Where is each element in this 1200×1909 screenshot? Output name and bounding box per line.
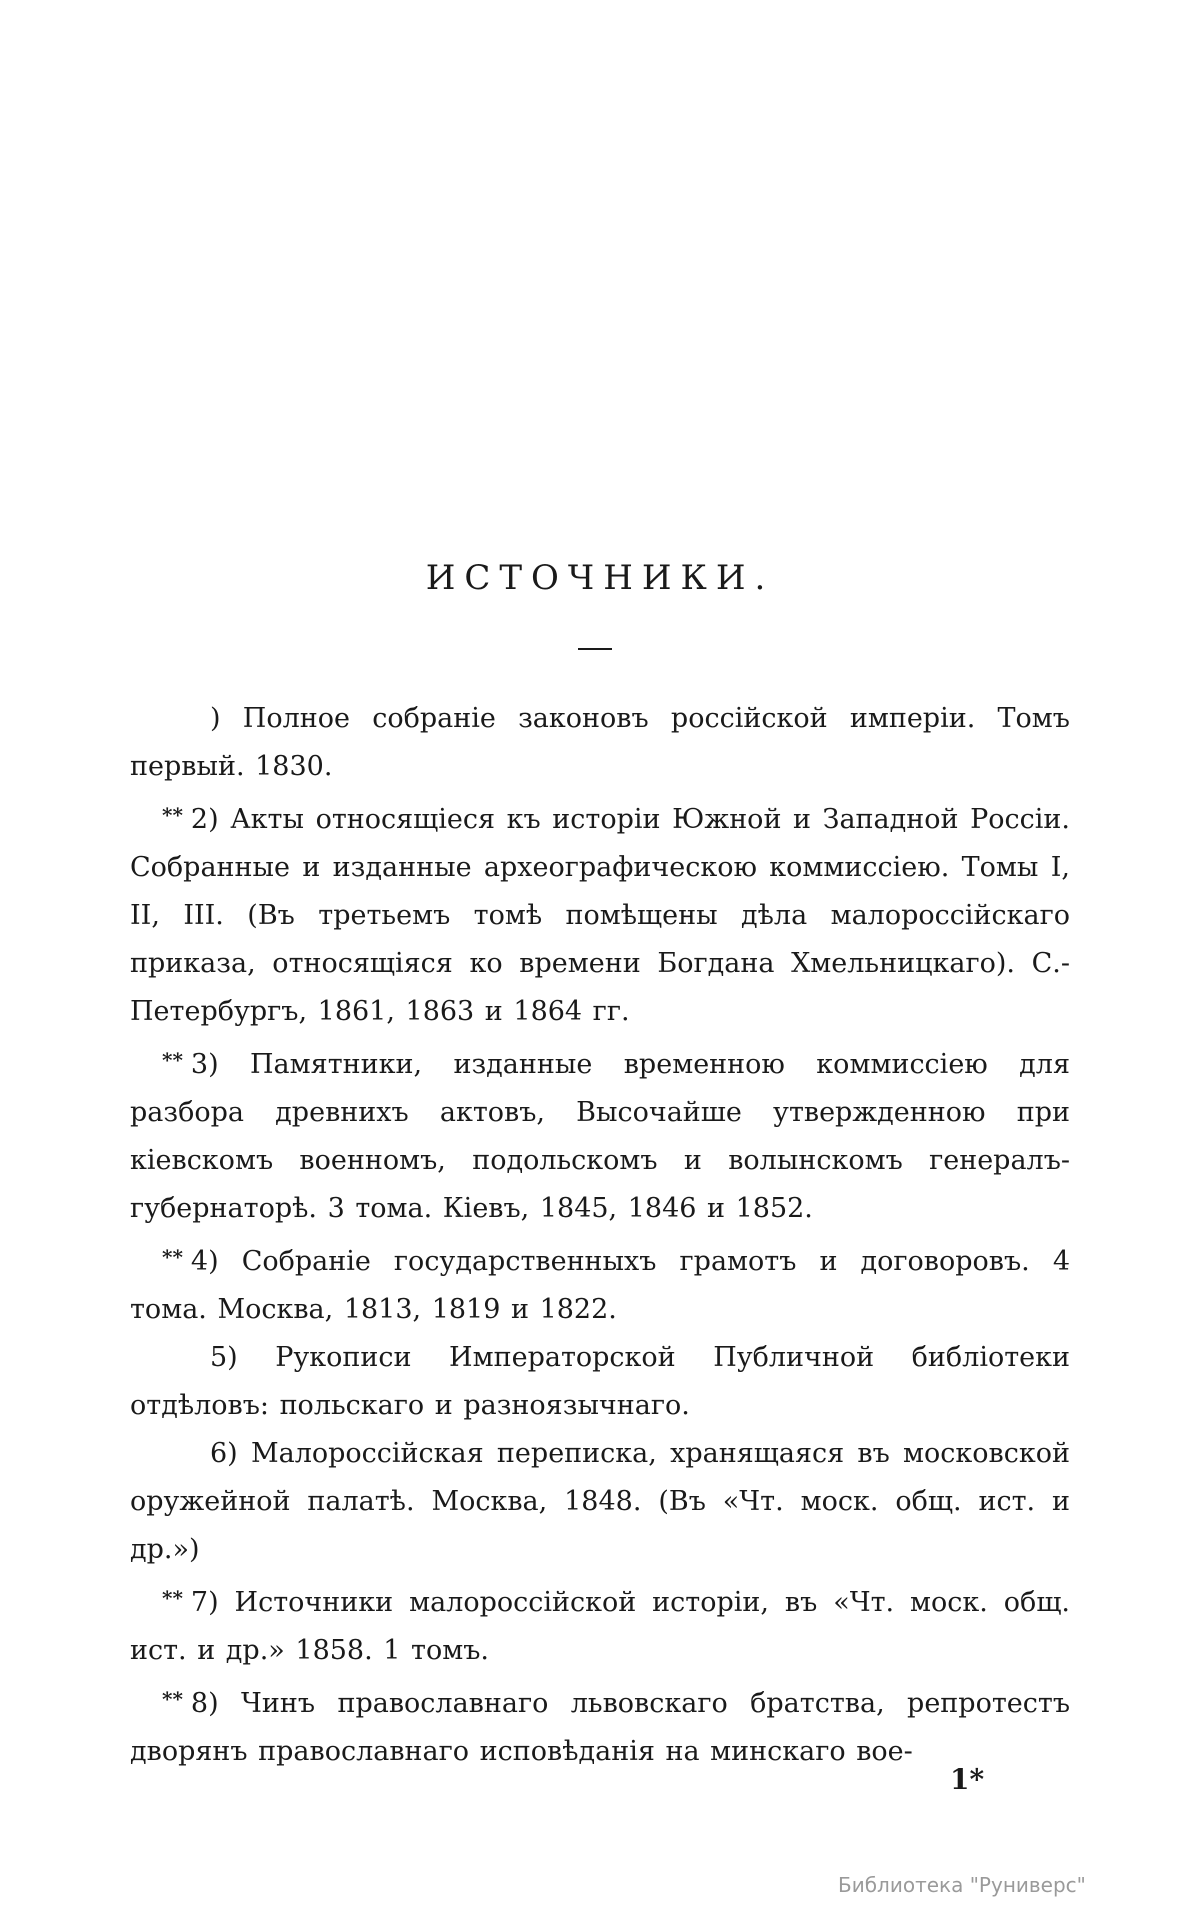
sources-list [130, 695, 1070, 1776]
library-watermark: Библиотека "Руниверс" [838, 1873, 1086, 1897]
source-entry-6 [130, 1430, 1070, 1574]
entry-text: 2) Акты относящіеся къ исторіи Южной и Западной Россіи. Собранные и изданные археографическою коммиссіею. Томы I, II, III. (Въ третьемъ томѣ помѣщены дѣла малороссійскаго приказа, относящіяся ко времени Богдана Хмельницкаго). С.-Петербургъ, 1861, 1863 и 1864 гг. [130, 804, 1070, 1027]
source-entry-8 [130, 1675, 1070, 1776]
entry-text: 5) Рукописи Императорской Публичной библіотеки отдѣловъ: польскаго и разноязычнаго. [130, 1342, 1070, 1421]
entry-mark: ** [162, 1586, 183, 1610]
entry-mark: ** [162, 1245, 183, 1269]
entry-text: 7) Источники малороссійской исторіи, въ «Чт. моск. общ. ист. и др.» 1858. 1 томъ. [130, 1587, 1070, 1666]
entry-mark: ** [162, 1048, 183, 1072]
entry-text: 3) Памятники, изданные временною коммиссіею для разбора древнихъ актовъ, Высочайше утвержденною при кіевскомъ военномъ, подольскомъ и волынскомъ генералъ-губернаторѣ. 3 тома. Кіевъ, 1845, 1846 и 1852. [130, 1049, 1070, 1224]
entry-text: 6) Малороссійская переписка, хранящаяся въ московской оружейной палатѣ. Москва, 1848. (Въ «Чт. моск. общ. ист. и др.») [130, 1438, 1070, 1565]
title-divider [578, 648, 612, 650]
entry-text: 8) Чинъ православнаго львовскаго братства, репротестъ дворянъ православнаго исповѣданія на минскаго вое- [130, 1688, 1070, 1767]
page-title: ИСТОЧНИКИ. [425, 557, 775, 598]
source-entry-1 [130, 695, 1070, 791]
entry-text: ) Полное собраніе законовъ россійской имперіи. Томъ первый. 1830. [130, 703, 1070, 782]
source-entry-4 [130, 1233, 1070, 1334]
entry-mark: ** [162, 1687, 183, 1711]
signature-mark: 1* [950, 1763, 985, 1796]
source-entry-5 [130, 1334, 1070, 1430]
source-entry-7 [130, 1574, 1070, 1675]
source-entry-2 [130, 791, 1070, 1036]
entry-mark: ** [162, 803, 183, 827]
entry-text: 4) Собраніе государственныхъ грамотъ и договоровъ. 4 тома. Москва, 1813, 1819 и 1822. [130, 1246, 1070, 1325]
source-entry-3 [130, 1036, 1070, 1233]
